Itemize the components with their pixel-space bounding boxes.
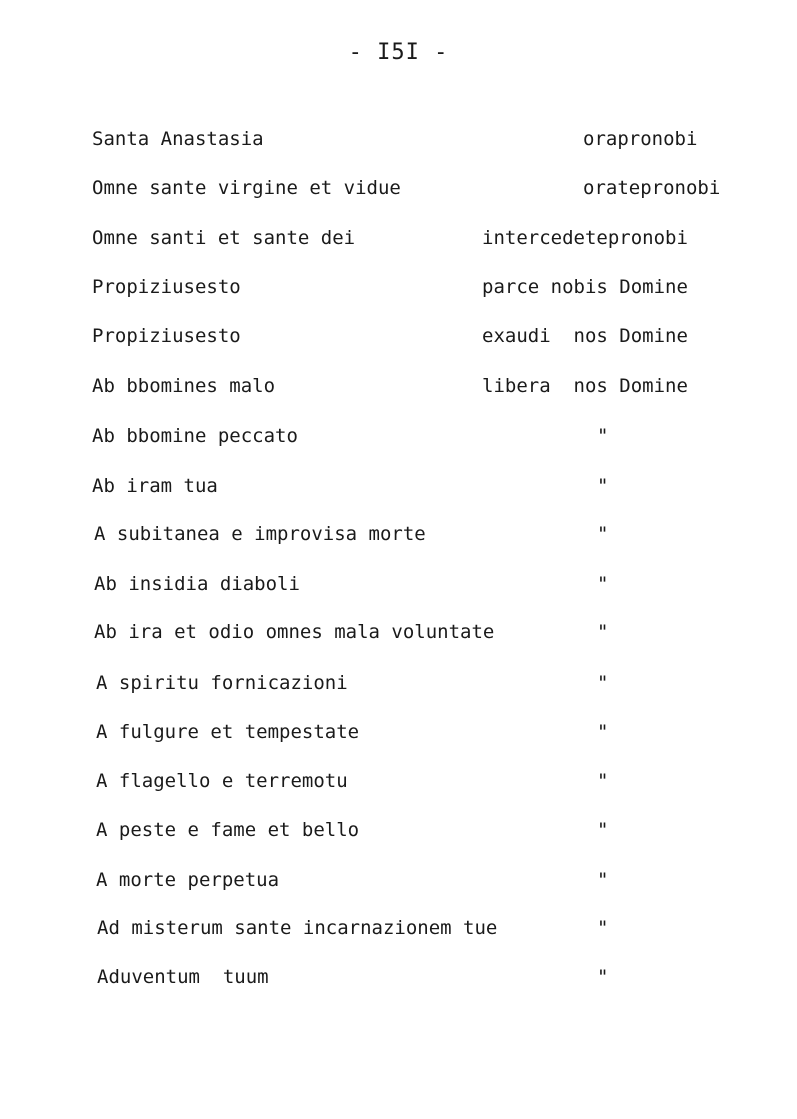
invocation-text: Aduventum tuum — [97, 966, 269, 988]
litany-row — [0, 227, 797, 257]
invocation-text: Ab bbomines malo — [92, 375, 276, 397]
litany-row — [0, 425, 797, 455]
invocation-text: Ab iram tua — [92, 475, 218, 497]
invocation-text: A fulgure et tempestate — [96, 721, 360, 743]
ditto-mark: " — [597, 523, 609, 545]
invocation-text: Omne sante virgine et vidue — [92, 177, 401, 199]
ditto-mark: " — [597, 621, 609, 643]
ditto-mark: " — [597, 869, 609, 891]
invocation-text: A peste e fame et bello — [96, 819, 360, 841]
response-text: libera nos Domine — [482, 375, 688, 397]
invocation-text: Ab insidia diaboli — [94, 573, 300, 595]
page-number: - I5I - — [348, 40, 449, 65]
litany-row — [0, 917, 797, 947]
response-text: oratepronobi — [583, 177, 721, 199]
invocation-text: A flagello e terremotu — [96, 770, 348, 792]
litany-row — [0, 475, 797, 505]
invocation-text: Santa Anastasia — [92, 128, 264, 150]
ditto-mark: " — [597, 475, 609, 497]
invocation-text: Omne santi et sante dei — [92, 227, 356, 249]
invocation-text: A subitanea e improvisa morte — [94, 523, 426, 545]
litany-row — [0, 128, 797, 158]
ditto-mark: " — [597, 819, 609, 841]
litany-row — [0, 177, 797, 207]
ditto-mark: " — [597, 721, 609, 743]
response-text: orapronobi — [583, 128, 698, 150]
litany-row — [0, 276, 797, 306]
response-text: intercedetepronobi — [482, 227, 688, 249]
litany-row — [0, 721, 797, 751]
litany-row — [0, 375, 797, 405]
invocation-text: A spiritu fornicazioni — [96, 672, 348, 694]
invocation-text: Propiziusesto — [92, 276, 241, 298]
ditto-mark: " — [597, 425, 609, 447]
litany-row — [0, 325, 797, 355]
invocation-text: Ad misterum sante incarnazionem tue — [97, 917, 498, 939]
litany-row — [0, 573, 797, 603]
ditto-mark: " — [597, 672, 609, 694]
response-text: parce nobis Domine — [482, 276, 688, 298]
ditto-mark: " — [597, 966, 609, 988]
ditto-mark: " — [597, 917, 609, 939]
litany-row — [0, 672, 797, 702]
invocation-text: Ab bbomine peccato — [92, 425, 298, 447]
ditto-mark: " — [597, 770, 609, 792]
invocation-text: Propiziusesto — [92, 325, 241, 347]
invocation-text: Ab ira et odio omnes mala voluntate — [94, 621, 495, 643]
litany-row — [0, 869, 797, 899]
response-text: exaudi nos Domine — [482, 325, 688, 347]
litany-row — [0, 966, 797, 996]
invocation-text: A morte perpetua — [96, 869, 280, 891]
litany-row — [0, 819, 797, 849]
litany-row — [0, 621, 797, 651]
litany-row — [0, 770, 797, 800]
litany-row — [0, 523, 797, 553]
ditto-mark: " — [597, 573, 609, 595]
